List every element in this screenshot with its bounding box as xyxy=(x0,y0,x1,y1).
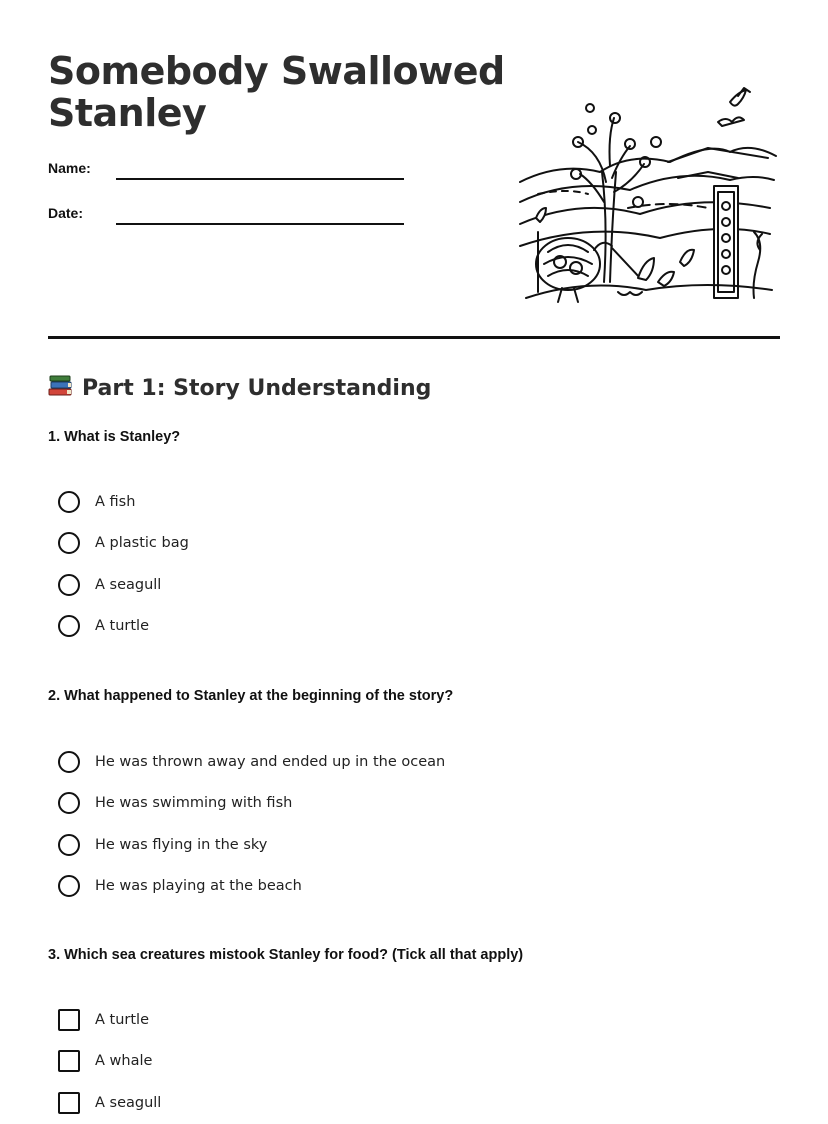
radio-button[interactable] xyxy=(58,751,80,773)
date-label: Date: xyxy=(48,205,84,221)
option-swimming[interactable] xyxy=(58,783,445,825)
title-line-2: Stanley xyxy=(48,91,207,135)
option-label: A turtle xyxy=(95,1011,149,1028)
option-label: He was thrown away and ended up in the ocean xyxy=(95,753,446,770)
option-label: A whale xyxy=(95,1053,153,1070)
part1-title-text: Part 1: Story Understanding xyxy=(82,376,432,401)
option-a-plastic-bag[interactable] xyxy=(58,523,189,565)
option-label: A seagull xyxy=(95,576,162,593)
option-label: A plastic bag xyxy=(95,535,189,552)
kiwi-icon xyxy=(536,238,640,302)
question-2: 2. What happened to Stanley at the beginning of the story? xyxy=(48,688,454,704)
checkbox[interactable] xyxy=(58,1092,80,1114)
option-label: A fish xyxy=(95,493,136,510)
option-a-seagull[interactable] xyxy=(58,564,189,606)
option-label: A turtle xyxy=(95,618,149,635)
option-turtle[interactable] xyxy=(58,999,161,1041)
option-label: He was swimming with fish xyxy=(95,795,293,812)
option-seagull[interactable] xyxy=(58,1082,161,1124)
option-thrown-away[interactable] xyxy=(58,741,445,783)
question-2-options xyxy=(58,741,445,907)
date-field[interactable] xyxy=(48,203,408,227)
part1-title xyxy=(48,374,431,404)
name-field[interactable] xyxy=(48,158,408,182)
option-label: A seagull xyxy=(95,1094,162,1111)
page-title xyxy=(48,50,508,134)
checkbox[interactable] xyxy=(58,1050,80,1072)
kiwi-landscape-illustration xyxy=(518,82,778,314)
radio-button[interactable] xyxy=(58,574,80,596)
question-3-options xyxy=(58,999,161,1124)
option-label: He was playing at the beach xyxy=(95,878,302,895)
radio-button[interactable] xyxy=(58,792,80,814)
books-icon xyxy=(48,374,74,398)
option-flying[interactable] xyxy=(58,824,445,866)
radio-button[interactable] xyxy=(58,834,80,856)
option-whale[interactable] xyxy=(58,1041,161,1083)
radio-button[interactable] xyxy=(58,491,80,513)
date-line[interactable] xyxy=(116,223,404,225)
option-label: He was flying in the sky xyxy=(95,836,268,853)
name-label: Name: xyxy=(48,160,91,176)
radio-button[interactable] xyxy=(58,615,80,637)
radio-button[interactable] xyxy=(58,532,80,554)
header-divider xyxy=(48,336,780,339)
worksheet-page xyxy=(48,0,780,1118)
name-line[interactable] xyxy=(116,178,404,180)
question-3: 3. Which sea creatures mistook Stanley for food? (Tick all that apply) xyxy=(48,947,524,963)
radio-button[interactable] xyxy=(58,875,80,897)
option-a-turtle[interactable] xyxy=(58,606,189,648)
option-a-fish[interactable] xyxy=(58,481,189,523)
question-1: 1. What is Stanley? xyxy=(48,429,181,445)
question-1-options xyxy=(58,481,189,647)
title-line-1: Somebody Swallowed xyxy=(48,49,505,93)
option-playing[interactable] xyxy=(58,866,445,908)
carved-post-icon xyxy=(714,186,762,298)
checkbox[interactable] xyxy=(58,1009,80,1031)
bird-icon xyxy=(718,88,750,126)
